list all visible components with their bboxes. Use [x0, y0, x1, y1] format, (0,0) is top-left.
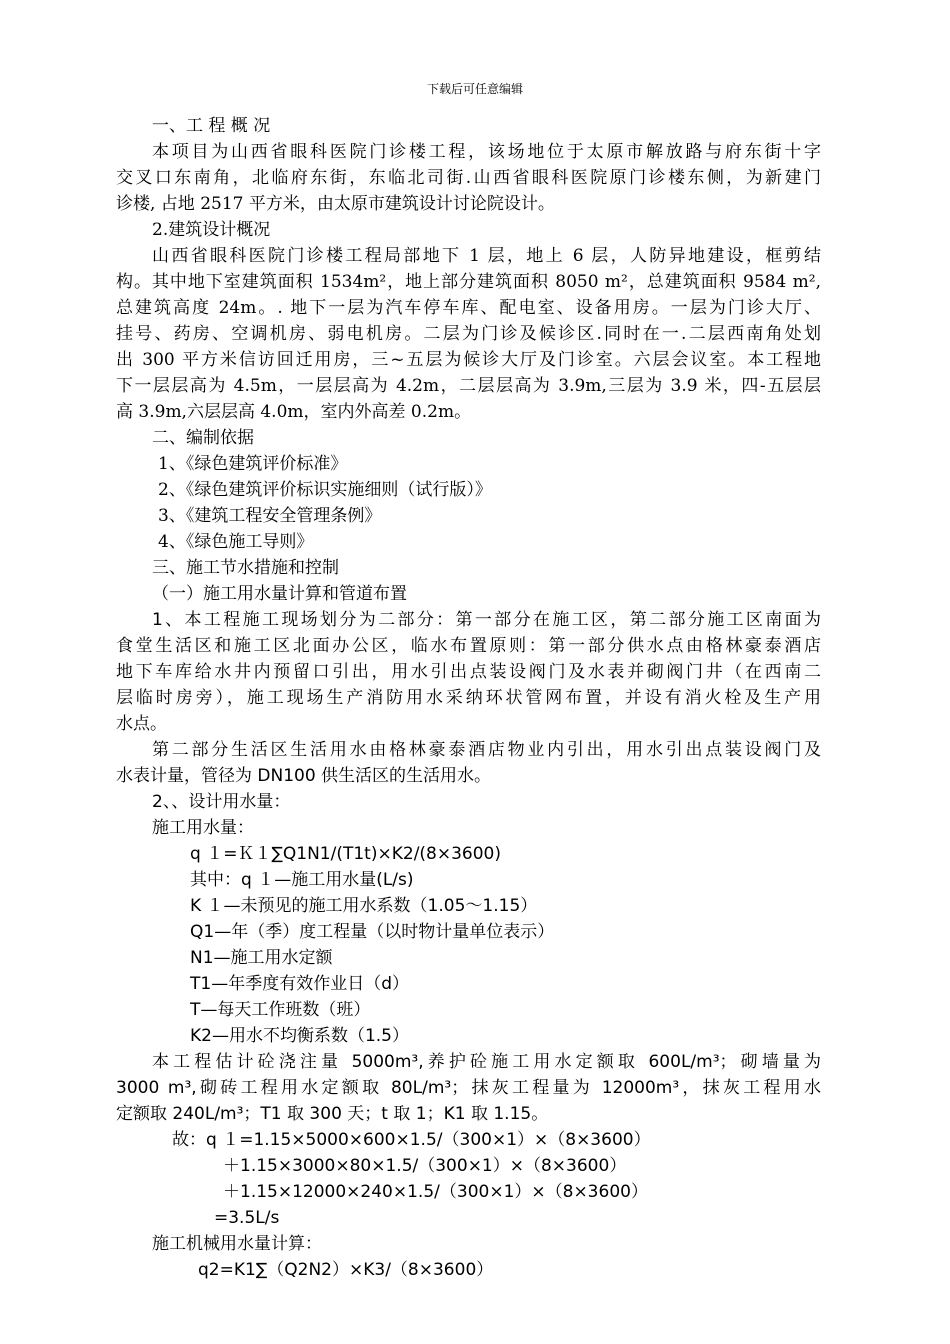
paragraph-line: 食堂生活区和施工区北面办公区，临水布置原则：第一部分供水点由格林豪泰酒店 [116, 636, 821, 656]
paragraph-line: 构。其中地下室建筑面积 1534m²，地上部分建筑面积 8050 m²，总建筑面积 9584 m², [116, 272, 821, 292]
paragraph-line: 诊楼, 占地 2517 平方米，由太原市建筑设计讨论院设计。 [116, 194, 555, 214]
paragraph-line: 本工程估计砼浇注量 5000m³,养护砼施工用水定额取 600L/m³；砌墙量为 [152, 1052, 821, 1072]
paragraph-line: 层临时房旁），施工现场生产消防用水采纳环状管网布置，并设有消火栓及生产用 [116, 688, 821, 708]
paragraph-line: 水表计量，管径为 DN100 供生活区的生活用水。 [116, 766, 492, 786]
section-heading-overview: 一、工 程 概 况 [152, 116, 271, 136]
label-construction-water: 施工用水量： [152, 818, 254, 838]
list-item: 4、《绿色施工导则》 [158, 532, 314, 552]
paragraph-line: 挂号、药房、空调机房、弱电机房。二层为门诊及候诊区.同时在一.二层西南角处划 [116, 324, 821, 344]
label-machinery-water: 施工机械用水量计算： [152, 1234, 322, 1254]
formula-legend: T—每天工作班数（班） [190, 1000, 371, 1020]
calculation-line: ＋1.15×3000×80×1.5/（300×1）×（8×3600） [223, 1156, 627, 1176]
subsection-heading-design-water: 2、、设计用水量： [152, 792, 291, 812]
calculation-result: =3.5L/s [214, 1208, 280, 1228]
formula-legend: K １—未预见的施工用水系数（1.05～1.15） [190, 896, 538, 916]
paragraph-line: 高 3.9m,六层层高 4.0m，室内外高差 0.2m。 [116, 402, 472, 422]
formula-legend: N1—施工用水定额 [190, 948, 333, 968]
paragraph-line: 山西省眼科医院门诊楼工程局部地下 1 层，地上 6 层，人防异地建设，框剪结 [152, 246, 821, 266]
formula-legend: T1—年季度有效作业日（d） [190, 974, 409, 994]
section-heading-water-saving: 三、施工节水措施和控制 [152, 558, 339, 578]
formula-legend: Q1—年（季）度工程量（以时物计量单位表示） [190, 922, 555, 942]
formula-legend: 其中：q １—施工用水量(L/s) [190, 870, 414, 890]
formula-q1: q １=Ｋ１∑Q1N1/(T1t)×K2/(8×3600) [190, 844, 502, 864]
document-body [116, 113, 821, 1283]
paragraph-line: 下一层层高为 4.5m，一层层高为 4.2m，二层层高为 3.9m,三层为 3.9 米，四-五层层 [116, 376, 821, 396]
section-heading-basis: 二、编制依据 [152, 428, 254, 448]
list-item: 2、《绿色建筑评价标识实施细则（试行版）》 [158, 480, 492, 500]
paragraph-line: 第二部分生活区生活用水由格林豪泰酒店物业内引出，用水引出点装设阀门及 [152, 740, 821, 760]
formula-legend: K2—用水不均衡系数（1.5） [190, 1026, 409, 1046]
page-header: 下载后可任意编辑 [426, 82, 523, 96]
calculation-line: ＋1.15×12000×240×1.5/（300×1）×（8×3600） [223, 1182, 648, 1202]
list-item: 1、《绿色建筑评价标准》 [158, 454, 348, 474]
paragraph-line: 本项目为山西省眼科医院门诊楼工程，该场地位于太原市解放路与府东街十字 [152, 142, 821, 162]
subsection-heading-design: 2.建筑设计概况 [152, 220, 271, 240]
paragraph-line: 总建筑高度 24m。. 地下一层为汽车停车库、配电室、设备用房。一层为门诊大厅、 [116, 298, 821, 318]
paragraph-line: 水点。 [116, 714, 167, 734]
paragraph-line: 3000 m³,砌砖工程用水定额取 80L/m³；抹灰工程量为 12000m³，抹灰工程用水 [116, 1078, 821, 1098]
calculation-line: 故：q １=1.15×5000×600×1.5/（300×1）×（8×3600） [172, 1130, 651, 1150]
paragraph-line: 定额取 240L/m³；T1 取 300 天；t 取 1；K1 取 1.15。 [116, 1104, 549, 1124]
paragraph-line: 1、本工程施工现场划分为二部分：第一部分在施工区，第二部分施工区南面为 [152, 610, 821, 630]
formula-q2: q2=K1∑（Q2N2）×K3/（8×3600） [198, 1260, 494, 1280]
paragraph-line: 出 300 平方米信访回迁用房，三~五层为候诊大厅及门诊室。六层会议室。本工程地 [116, 350, 821, 370]
paragraph-line: 交叉口东南角，北临府东街，东临北司街.山西省眼科医院原门诊楼东侧，为新建门 [116, 168, 821, 188]
list-item: 3、《建筑工程安全管理条例》 [158, 506, 382, 526]
paragraph-line: 地下车库给水井内预留口引出，用水引出点装设阀门及水表并砌阀门井（在西南二 [116, 662, 821, 682]
subsection-heading-water-usage: （一）施工用水量计算和管道布置 [152, 584, 407, 604]
